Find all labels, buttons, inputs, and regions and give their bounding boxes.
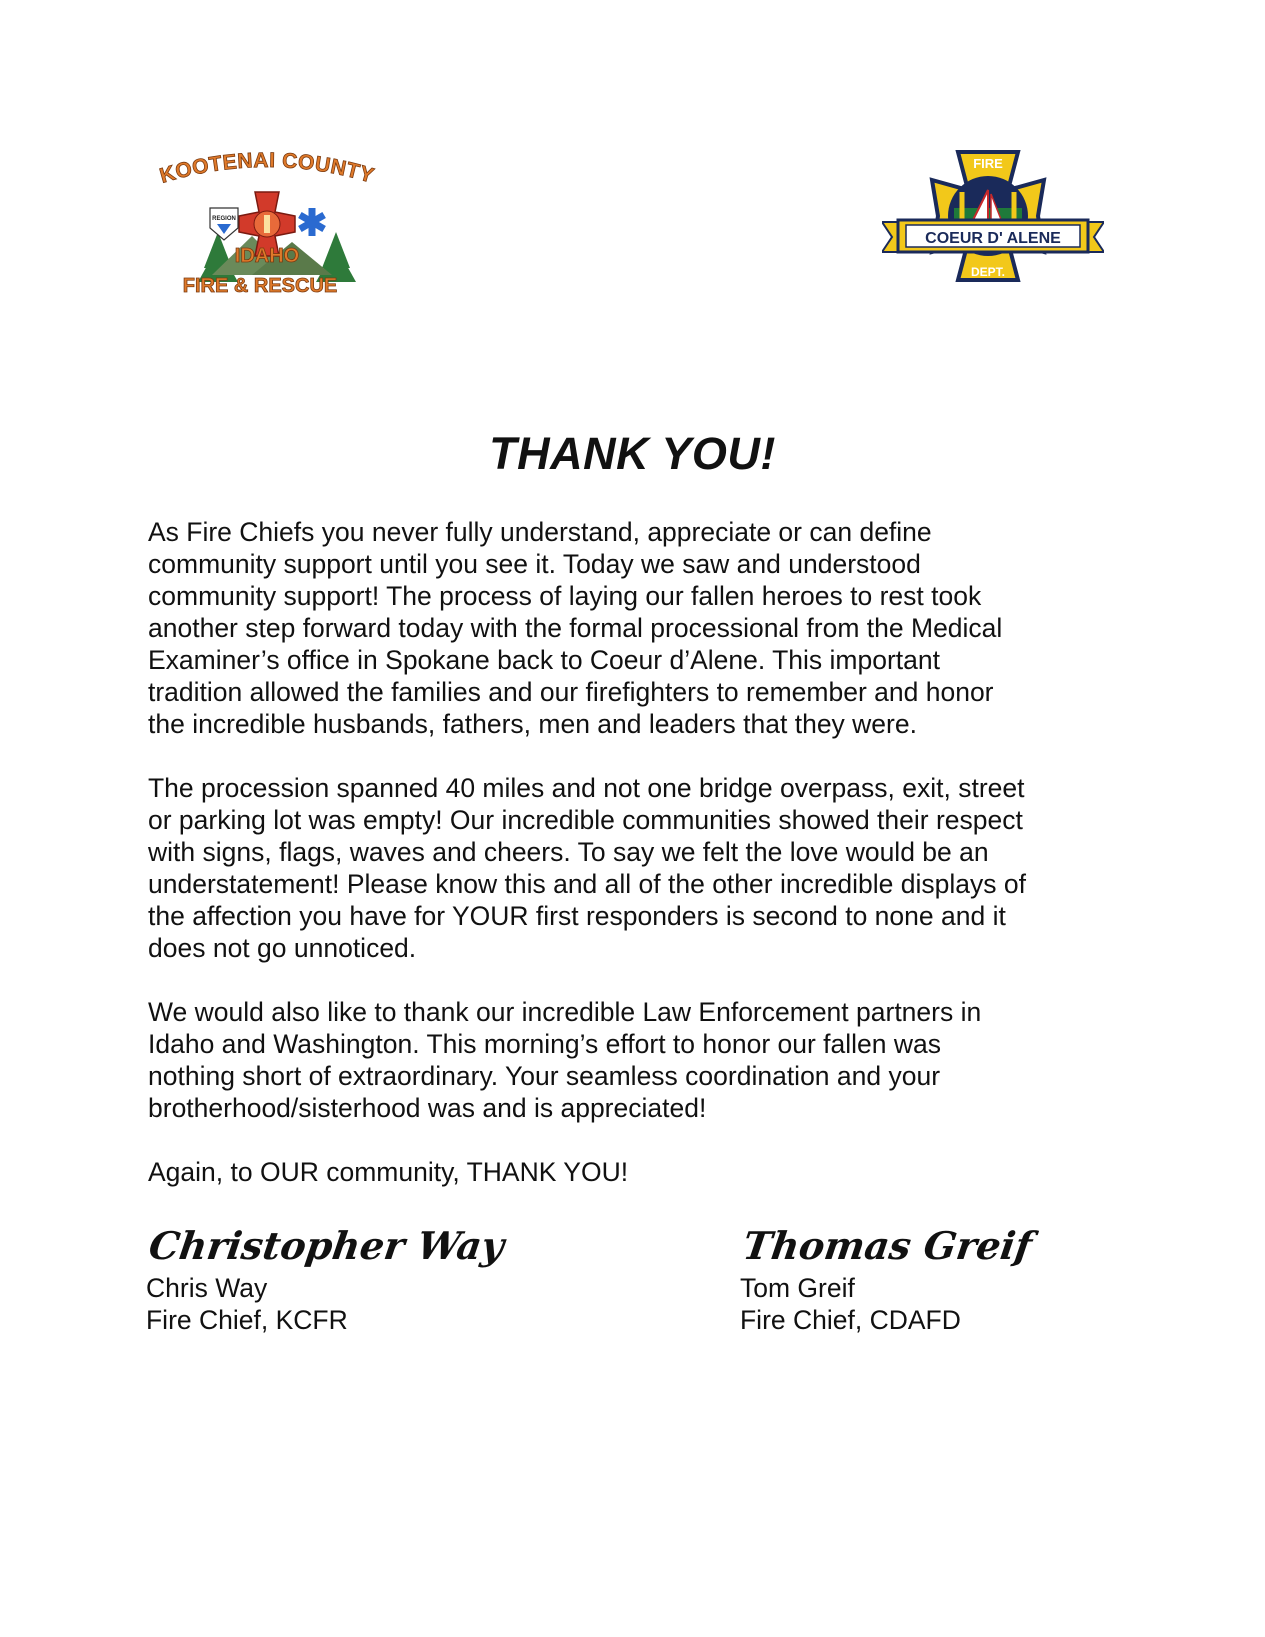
text-line: the affection you have for YOUR first responders is second to none and it xyxy=(148,901,1006,931)
text-line: The procession spanned 40 miles and not one bridge overpass, exit, street xyxy=(148,773,1025,803)
signature-christopher-way: Christopher Way xyxy=(146,1223,507,1268)
text-line: brotherhood/sisterhood was and is appreciated! xyxy=(148,1093,707,1123)
text-line: Examiner’s office in Spokane back to Coeur d’Alene. This important xyxy=(148,645,940,675)
kcfr-top-text: KOOTENAI COUNTY xyxy=(157,150,377,188)
text-line: another step forward today with the formal processional from the Medical xyxy=(148,613,1003,643)
cdafd-logo xyxy=(882,150,1104,300)
paragraph xyxy=(148,516,1128,740)
paragraph xyxy=(148,772,1128,964)
signer-title: Fire Chief, CDAFD xyxy=(740,1305,961,1335)
kcfr-region-text: REGION xyxy=(212,216,236,222)
text-line: or parking lot was empty! Our incredible communities showed their respect xyxy=(148,805,1023,835)
text-line: community support until you see it. Today we saw and understood xyxy=(148,549,921,579)
kcfr-center-text: IDAHO xyxy=(234,245,300,267)
signer-name: Chris Way xyxy=(146,1273,268,1303)
signature-thomas-greif: Thomas Greif xyxy=(740,1223,1035,1268)
svg-text:KOOTENAI COUNTY xyxy=(157,150,377,188)
paragraph xyxy=(148,1156,1128,1188)
text-line: As Fire Chiefs you never fully understand, appreciate or can define xyxy=(148,517,932,547)
text-line: nothing short of extraordinary. Your seamless coordination and your xyxy=(148,1061,941,1091)
text-line: community support! The process of laying our fallen heroes to rest took xyxy=(148,581,982,611)
signer-name: Tom Greif xyxy=(740,1273,855,1303)
paragraph xyxy=(148,996,1128,1124)
cdafd-bottom-text: DEPT. xyxy=(970,265,1006,279)
text-line: Again, to OUR community, THANK YOU! xyxy=(148,1157,629,1187)
text-line: with signs, flags, waves and cheers. To say we felt the love would be an xyxy=(148,837,989,867)
signer-title: Fire Chief, KCFR xyxy=(146,1305,348,1335)
text-line: Idaho and Washington. This morning’s effort to honor our fallen was xyxy=(148,1029,942,1059)
page-title: THANK YOU! xyxy=(489,428,776,479)
cdafd-top-text: FIRE xyxy=(973,156,1003,171)
letter-body xyxy=(148,516,1128,1220)
kcfr-logo xyxy=(142,150,392,310)
cdafd-logo-graphic xyxy=(882,150,1104,300)
kcfr-logo-graphic xyxy=(142,150,392,310)
kcfr-bottom-text: FIRE & RESCUE xyxy=(182,275,338,297)
text-line: understatement! Please know this and all of the other incredible displays of xyxy=(148,869,1026,899)
text-line: We would also like to thank our incredible Law Enforcement partners in xyxy=(148,997,982,1027)
cdafd-banner-text: COEUR D' ALENE xyxy=(925,230,1061,247)
signature-block-right xyxy=(740,1222,1160,1336)
text-line: tradition allowed the families and our firefighters to remember and honor xyxy=(148,677,994,707)
text-line: the incredible husbands, fathers, men and leaders that they were. xyxy=(148,709,917,739)
signature-block-left xyxy=(146,1222,566,1336)
text-line: does not go unnoticed. xyxy=(148,933,417,963)
